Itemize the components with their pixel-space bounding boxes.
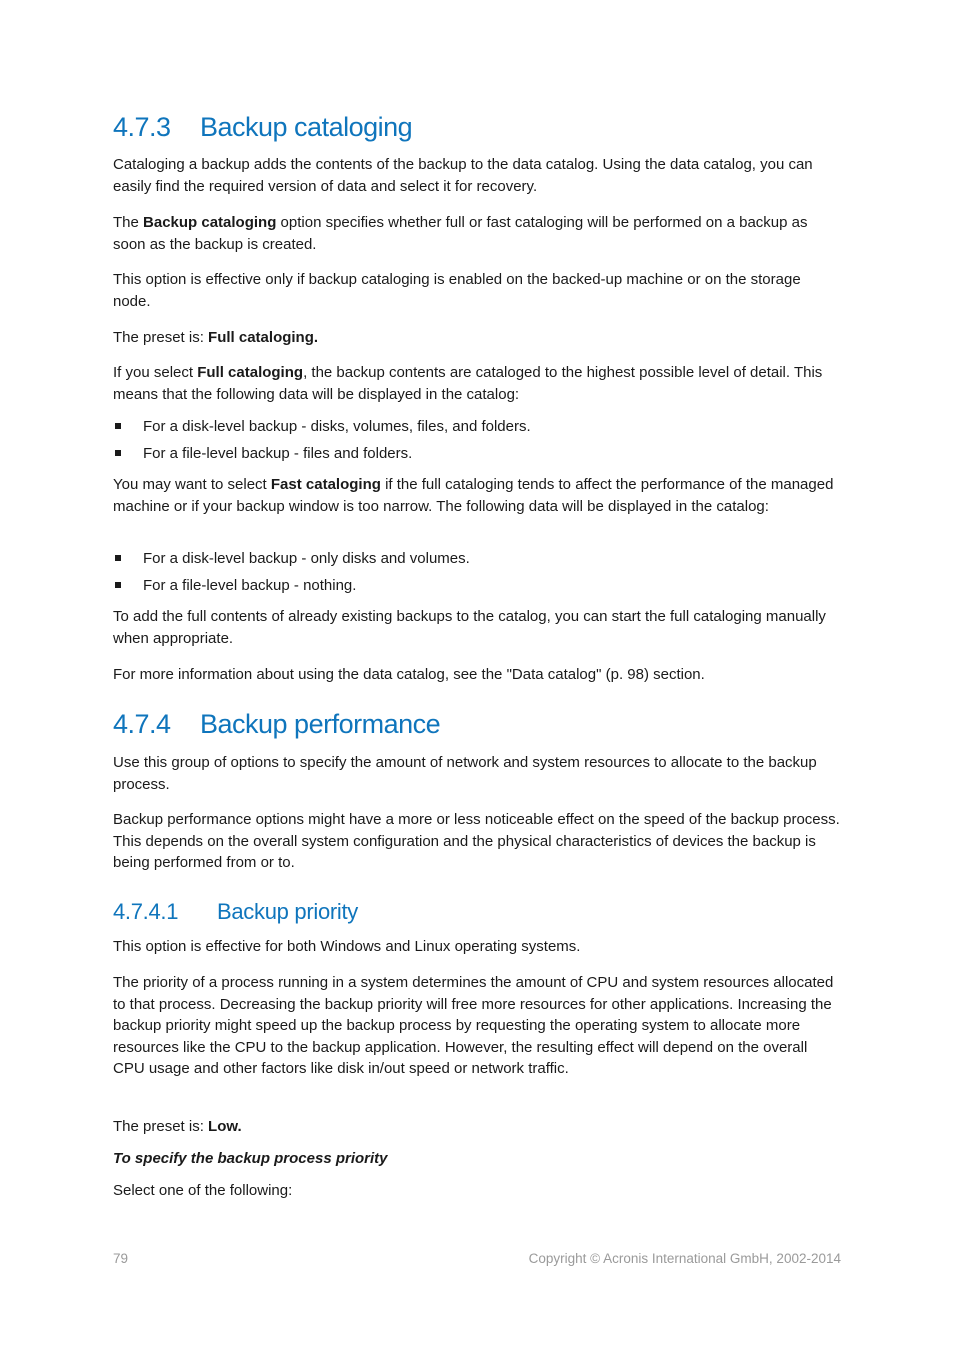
paragraph: Select one of the following: (113, 1182, 293, 1199)
heading-backup-performance (113, 709, 440, 740)
section-title: Backup performance (200, 709, 441, 739)
paragraph: To add the full contents of already existing backups to the catalog, you can start the full cataloging manually when appropriate. (113, 608, 826, 647)
list-item (113, 548, 841, 570)
paragraph-preset (113, 1116, 841, 1138)
text: if the full cataloging tends to affect the performance of the managed machine or if your backup window is too narrow. The following data will be displayed in the catalog: (113, 476, 834, 515)
bullet-square-icon (115, 582, 121, 588)
text: The preset is: (113, 1118, 209, 1135)
text: The (113, 214, 144, 231)
paragraph: The priority of a process running in a system determines the amount of CPU and system resources allocated to that process. Decreasing the backup priority will free more resources for other applications. Increasing the backup priority might speed up the backup process by requesting the operating system to allocate more resources like the CPU to the backup application. However, the resulting effect will depend on the overall CPU usage and other factors like disk in/out speed or network traffic. (113, 974, 834, 1078)
text: You may want to select (113, 476, 271, 493)
section-number: 4.7.4 (113, 709, 171, 739)
paragraph: Cataloging a backup adds the contents of the backup to the data catalog. Using the data catalog, you can easily find the required version of data and select it for recovery. (113, 156, 813, 195)
page-number: 79 (113, 1251, 129, 1266)
section-number: 4.7.3 (113, 112, 171, 142)
paragraph: Backup performance options might have a more or less noticeable effect on the speed of the backup process. This depends on the overall system configuration and the physical characteristics of devices the backup is being performed from or to. (113, 811, 840, 872)
heading-backup-priority (113, 899, 358, 925)
copyright-notice: Copyright © Acronis International GmbH, 2002-2014 (528, 1251, 841, 1266)
bullet-square-icon (115, 423, 121, 429)
section-title: Backup priority (217, 899, 359, 924)
text: option specifies whether full or fast cataloging will be performed on a backup as soon as the backup is created. (113, 214, 808, 253)
paragraph: Use this group of options to specify the amount of network and system resources to allocate to the backup process. (113, 754, 817, 793)
list-item (113, 443, 841, 465)
bold-term: Full cataloging (197, 364, 304, 381)
list-item (113, 416, 841, 438)
list-item-text: For a disk-level backup - only disks and volumes. (143, 550, 470, 567)
preset-value: Full cataloging. (208, 329, 319, 346)
section-number: 4.7.4.1 (113, 899, 179, 924)
text: The preset is: (113, 329, 209, 346)
paragraph (113, 474, 841, 517)
paragraph-preset (113, 327, 841, 349)
paragraph: This option is effective only if backup cataloging is enabled on the backed-up machine or on the storage node. (113, 271, 801, 310)
list-item (113, 575, 841, 597)
bullet-square-icon (115, 450, 121, 456)
bullet-square-icon (115, 555, 121, 561)
bold-term: Backup cataloging (143, 214, 277, 231)
procedure-title: To specify the backup process priority (113, 1150, 388, 1167)
paragraph (113, 212, 841, 255)
heading-backup-cataloging (113, 112, 412, 143)
bold-term: Fast cataloging (270, 476, 381, 493)
paragraph: This option is effective for both Windows and Linux operating systems. (113, 938, 581, 955)
section-title: Backup cataloging (200, 112, 413, 142)
paragraph (113, 362, 841, 405)
paragraph-cross-reference: For more information about using the data catalog, see the "Data catalog" (p. 98) section. (113, 666, 705, 683)
text: If you select (113, 364, 198, 381)
list-item-text: For a disk-level backup - disks, volumes, files, and folders. (143, 418, 531, 435)
text: , the backup contents are cataloged to the highest possible level of detail. This means that the following data will be displayed in the catalog: (113, 364, 823, 403)
list-item-text: For a file-level backup - files and folders. (143, 445, 413, 462)
list-item-text: For a file-level backup - nothing. (143, 577, 357, 594)
preset-value: Low. (208, 1118, 242, 1135)
